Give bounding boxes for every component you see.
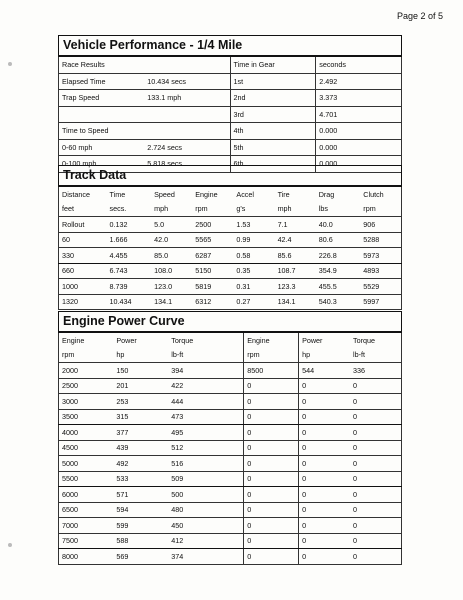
table-cell: 0 [244, 518, 299, 534]
table-cell: 40.0 [316, 217, 361, 233]
table-cell: 394 [168, 363, 243, 379]
table-cell: 1.666 [107, 232, 152, 248]
track-header-row [59, 187, 402, 202]
column-unit: mph [275, 202, 316, 217]
table-cell: 444 [168, 394, 243, 410]
column-header: Clutch [363, 189, 384, 199]
column-unit: lbs [316, 202, 361, 217]
table-cell: 134.1 [277, 297, 296, 307]
table-row [59, 440, 402, 456]
table-cell: 6312 [195, 297, 212, 307]
table-cell: 85.0 [151, 248, 192, 264]
table-cell: 1.53 [233, 217, 274, 233]
table-cell: 6.743 [107, 263, 152, 279]
table-cell: 5288 [360, 232, 401, 248]
seconds-label: seconds [316, 57, 402, 73]
page-number: Page 2 of 5 [396, 11, 443, 21]
table-cell: 0 [299, 378, 350, 394]
table-cell: 0 [350, 502, 401, 518]
table-cell: 336 [350, 363, 401, 379]
table-cell: 0 [350, 456, 401, 472]
table-cell: 3500 [59, 409, 114, 425]
punch-hole-mark [8, 543, 12, 547]
table-cell: 0 [350, 425, 401, 441]
column-unit: lb-ft [168, 348, 243, 363]
gear-seconds: 4.701 [316, 106, 402, 123]
table-cell: 0 [244, 533, 299, 549]
table-cell: 599 [113, 518, 168, 534]
table-cell: 0 [244, 378, 299, 394]
column-unit: rpm [59, 348, 114, 363]
race-results-label: Race Results [59, 57, 145, 73]
table-cell: 533 [113, 471, 168, 487]
table-cell: 0.31 [233, 279, 274, 295]
table-cell: 80.6 [316, 232, 361, 248]
power-header-row [59, 333, 402, 348]
column-header: Power [302, 335, 323, 345]
table-row [59, 471, 402, 487]
table-cell: 0 [299, 456, 350, 472]
table-cell: 253 [113, 394, 168, 410]
punch-hole-mark [8, 62, 12, 66]
table-row [59, 294, 402, 310]
table-cell: 0 [350, 409, 401, 425]
track-data-table [58, 187, 402, 310]
table-cell: 0 [353, 551, 358, 561]
table-row [59, 378, 402, 394]
table-cell: 3000 [59, 394, 114, 410]
power-units-row [59, 348, 402, 363]
table-cell: 6000 [59, 487, 114, 503]
track-data-title: Track Data [58, 165, 402, 187]
column-header: Power [116, 335, 137, 345]
zero-sixty-value: 2.724 secs [144, 139, 230, 156]
column-unit: hp [299, 348, 350, 363]
table-row [59, 533, 402, 549]
table-cell: 8000 [62, 551, 78, 561]
zero-sixty-label: 0-60 mph [59, 139, 145, 156]
table-cell: 0 [299, 440, 350, 456]
column-header: Tire [277, 189, 290, 199]
table-row [59, 232, 402, 248]
table-cell: 0 [299, 409, 350, 425]
table-cell: 0.35 [233, 263, 274, 279]
table-cell: 495 [168, 425, 243, 441]
engine-power-table [58, 333, 402, 565]
table-cell: 450 [168, 518, 243, 534]
table-cell: 0 [244, 425, 299, 441]
time-in-gear-label: Time in Gear [230, 57, 316, 73]
table-cell: 60 [59, 232, 107, 248]
table-cell: 0 [299, 502, 350, 518]
column-unit: feet [59, 202, 107, 217]
gear-label: 5th [230, 139, 316, 156]
table-cell: 571 [113, 487, 168, 503]
table-cell: 0 [244, 394, 299, 410]
table-cell: 2500 [59, 378, 114, 394]
table-cell: 201 [113, 378, 168, 394]
table-cell: 6500 [59, 502, 114, 518]
table-cell: 544 [299, 363, 350, 379]
gear-label: 1st [230, 73, 316, 90]
table-row [59, 425, 402, 441]
table-cell: 354.9 [316, 263, 361, 279]
column-header: Speed [154, 189, 175, 199]
table-row [59, 394, 402, 410]
column-header: Torque [168, 333, 243, 348]
table-cell: 4000 [59, 425, 114, 441]
table-cell: 0.132 [107, 217, 152, 233]
table-cell: 1000 [59, 279, 107, 295]
table-cell: 569 [116, 551, 129, 561]
table-cell: 0 [350, 471, 401, 487]
gear-seconds: 3.373 [316, 90, 402, 107]
column-header: Accel [236, 189, 254, 199]
table-cell: 0 [299, 487, 350, 503]
table-cell: 7500 [59, 533, 114, 549]
table-cell: 540.3 [318, 297, 337, 307]
column-unit: rpm [360, 202, 401, 217]
table-cell: 500 [168, 487, 243, 503]
table-cell: 123.3 [275, 279, 316, 295]
table-cell: 5150 [192, 263, 233, 279]
table-cell: 0 [350, 518, 401, 534]
table-cell: 412 [168, 533, 243, 549]
table-cell: 108.0 [151, 263, 192, 279]
gear-seconds: 0.000 [316, 139, 402, 156]
table-cell: 5819 [192, 279, 233, 295]
table-cell: 5.0 [151, 217, 192, 233]
column-header: Torque [353, 335, 375, 345]
table-cell: 0 [244, 409, 299, 425]
table-cell: 8500 [244, 363, 299, 379]
table-cell: 5973 [360, 248, 401, 264]
vehicle-performance-table [58, 57, 402, 173]
track-data-section [58, 165, 402, 310]
table-cell: 4.455 [107, 248, 152, 264]
table-cell: 10.434 [109, 297, 132, 307]
column-unit: mph [151, 202, 192, 217]
table-row [59, 279, 402, 295]
table-cell: 330 [59, 248, 107, 264]
table-cell: 588 [113, 533, 168, 549]
table-cell: 134.1 [154, 297, 173, 307]
vehicle-performance-title: Vehicle Performance - 1/4 Mile [58, 35, 402, 57]
table-cell: 0 [299, 471, 350, 487]
table-cell: 85.6 [275, 248, 316, 264]
table-cell: 0 [244, 440, 299, 456]
gear-label: 6th [230, 156, 316, 173]
table-cell: 0 [350, 533, 401, 549]
table-cell: 0 [299, 425, 350, 441]
table-cell: 512 [168, 440, 243, 456]
column-unit: rpm [192, 202, 233, 217]
table-cell: 0 [299, 518, 350, 534]
gear-seconds: 0.000 [319, 159, 338, 169]
table-row [59, 549, 402, 565]
column-header: Drag [318, 189, 335, 199]
table-cell: 0 [244, 549, 299, 565]
table-cell: 0 [299, 394, 350, 410]
table-cell: 5997 [363, 297, 380, 307]
trap-speed-value: 133.1 mph [144, 90, 230, 107]
time-to-speed-label: Time to Speed [59, 123, 145, 140]
zero-hundred-label: 0-100 mph [62, 159, 97, 169]
table-cell: 0 [350, 394, 401, 410]
table-cell: 8.739 [107, 279, 152, 295]
column-header: Distance [62, 189, 90, 199]
column-unit: hp [113, 348, 168, 363]
column-unit: secs. [107, 202, 152, 217]
column-header: Engine [62, 335, 85, 345]
table-cell: 5000 [59, 456, 114, 472]
table-cell: 374 [168, 549, 243, 565]
table-cell: 150 [113, 363, 168, 379]
table-cell: 42.4 [275, 232, 316, 248]
table-cell: 492 [113, 456, 168, 472]
table-cell: 0 [244, 502, 299, 518]
engine-power-section [58, 311, 402, 565]
gear-label: 3rd [230, 106, 316, 123]
table-row [59, 456, 402, 472]
table-cell: 315 [113, 409, 168, 425]
table-cell: 123.0 [151, 279, 192, 295]
table-cell: 108.7 [275, 263, 316, 279]
column-unit: lb-ft [350, 348, 401, 363]
table-cell: 5565 [192, 232, 233, 248]
table-cell: 509 [168, 471, 243, 487]
column-header: Time [109, 189, 126, 199]
table-cell: 0 [350, 440, 401, 456]
table-cell: 439 [113, 440, 168, 456]
table-cell: 0 [350, 487, 401, 503]
gear-label: 2nd [230, 90, 316, 107]
table-cell: 594 [113, 502, 168, 518]
table-row [59, 409, 402, 425]
zero-hundred-value: 5.818 secs [144, 156, 230, 173]
table-cell: 0 [299, 533, 350, 549]
table-cell: 0 [244, 471, 299, 487]
table-cell: 2000 [59, 363, 114, 379]
table-cell: 6287 [192, 248, 233, 264]
table-cell: 0.27 [236, 297, 251, 307]
table-cell: 455.5 [316, 279, 361, 295]
table-cell: Rollout [59, 217, 107, 233]
table-row [59, 248, 402, 264]
table-cell: 473 [168, 409, 243, 425]
column-unit: g's [233, 202, 274, 217]
table-cell: 0 [244, 487, 299, 503]
track-units-row [59, 202, 402, 217]
gear-seconds: 0.000 [316, 123, 402, 140]
table-cell: 0 [244, 456, 299, 472]
table-cell: 422 [168, 378, 243, 394]
table-cell: 0.58 [233, 248, 274, 264]
table-row [59, 217, 402, 233]
table-row [59, 263, 402, 279]
elapsed-time-value: 10.434 secs [144, 73, 230, 90]
table-row [59, 518, 402, 534]
column-header: Engine [195, 189, 218, 199]
table-cell: 4893 [360, 263, 401, 279]
column-unit: rpm [244, 348, 299, 363]
table-cell: 42.0 [151, 232, 192, 248]
table-cell: 7000 [59, 518, 114, 534]
table-cell: 516 [168, 456, 243, 472]
table-row [59, 487, 402, 503]
table-cell: 0 [350, 378, 401, 394]
table-cell: 480 [168, 502, 243, 518]
table-cell: 0.99 [233, 232, 274, 248]
table-cell: 906 [360, 217, 401, 233]
engine-power-title: Engine Power Curve [58, 311, 402, 333]
table-cell: 1320 [62, 297, 78, 307]
table-row [59, 502, 402, 518]
vehicle-performance-section [58, 35, 402, 173]
table-cell: 5500 [59, 471, 114, 487]
elapsed-time-label: Elapsed Time [59, 73, 145, 90]
column-header: Engine [244, 333, 299, 348]
table-cell: 2500 [192, 217, 233, 233]
gear-seconds: 2.492 [316, 73, 402, 90]
table-cell: 226.8 [316, 248, 361, 264]
table-cell: 660 [59, 263, 107, 279]
table-cell: 0 [302, 551, 307, 561]
trap-speed-label: Trap Speed [59, 90, 145, 107]
table-row [59, 363, 402, 379]
table-cell: 7.1 [275, 217, 316, 233]
table-cell: 5529 [360, 279, 401, 295]
table-cell: 4500 [59, 440, 114, 456]
table-cell: 377 [113, 425, 168, 441]
gear-label: 4th [230, 123, 316, 140]
